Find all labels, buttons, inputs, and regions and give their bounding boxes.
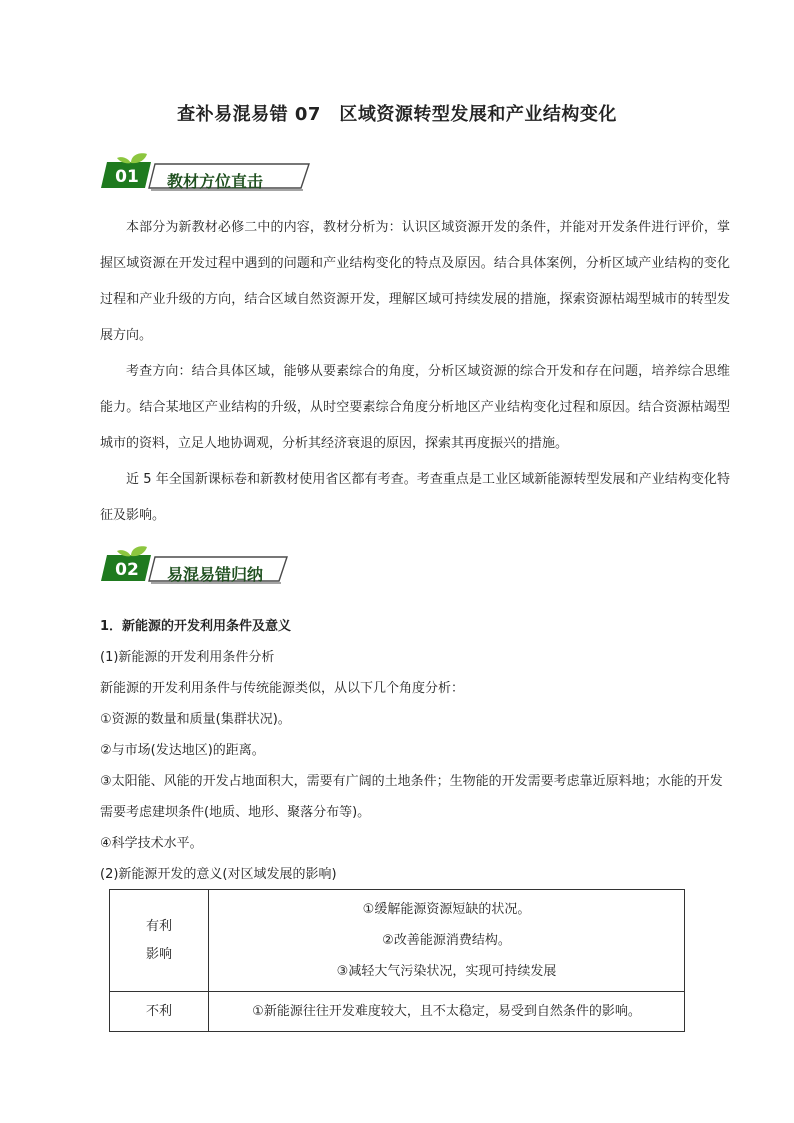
section-label: 易混易错归纳 <box>167 565 264 584</box>
impact-table <box>109 889 685 1032</box>
table-row-header: 不利 <box>110 992 209 1032</box>
intro-text: 新能源的开发利用条件与传统能源类似，从以下几个角度分析： <box>100 681 465 696</box>
leaf-icon <box>131 153 147 163</box>
sub-heading: (2)新能源开发的意义(对区域发展的影响) <box>100 867 337 882</box>
page-title: 查补易混易错 07 区域资源转型发展和产业结构变化 <box>177 104 617 125</box>
sub-heading: (1)新能源的开发利用条件分析 <box>100 650 275 665</box>
section-number: 01 <box>115 167 139 187</box>
section-1-body <box>100 210 730 534</box>
section-header-01 <box>101 152 311 196</box>
section-header-02 <box>101 545 311 589</box>
section-label: 教材方位直击 <box>167 172 264 191</box>
list-item: ④科学技术水平。 <box>100 836 203 851</box>
table-row <box>110 890 685 992</box>
leaf-icon <box>131 546 147 556</box>
table-row-header: 有利 影响 <box>110 890 209 992</box>
section-2-body <box>100 611 730 890</box>
section-number: 02 <box>115 560 139 580</box>
paragraph: 考查方向：结合具体区域，能够从要素综合的角度，分析区域资源的综合开发和存在问题，培养综合思维能力。结合某地区产业结构的升级，从时空要素综合角度分析地区产业结构变化过程和原因。结合资源枯竭型城市的资料，立足人地协调观，分析其经济衰退的原因，探索其再度振兴的措施。 <box>100 364 730 451</box>
paragraph: 近 5 年全国新课标卷和新教材使用省区都有考查。考查重点是工业区域新能源转型发展和产业结构变化特征及影响。 <box>100 472 730 523</box>
table-cell: ①新能源往往开发难度较大，且不太稳定，易受到自然条件的影响。 <box>209 992 685 1032</box>
table-row <box>110 992 685 1032</box>
list-item: ①资源的数量和质量(集群状况)。 <box>100 712 291 727</box>
table-cell: ①缓解能源资源短缺的状况。 ②改善能源消费结构。 ③减轻大气污染状况，实现可持续发展 <box>209 890 685 992</box>
list-item: ③太阳能、风能的开发占地面积大，需要有广阔的土地条件；生物能的开发需要考虑靠近原料地；水能的开发需要考虑建坝条件(地质、地形、聚落分布等)。 <box>100 774 723 820</box>
paragraph: 本部分为新教材必修二中的内容，教材分析为：认识区域资源开发的条件，并能对开发条件进行评价，掌握区域资源在开发过程中遇到的问题和产业结构变化的特点及原因。结合具体案例，分析区域产业结构的变化过程和产业升级的方向，结合区域自然资源开发，理解区域可持续发展的措施，探索资源枯竭型城市的转型发展方向。 <box>100 220 730 343</box>
subsection-heading: 1．新能源的开发利用条件及意义 <box>100 619 292 634</box>
list-item: ②与市场(发达地区)的距离。 <box>100 743 265 758</box>
